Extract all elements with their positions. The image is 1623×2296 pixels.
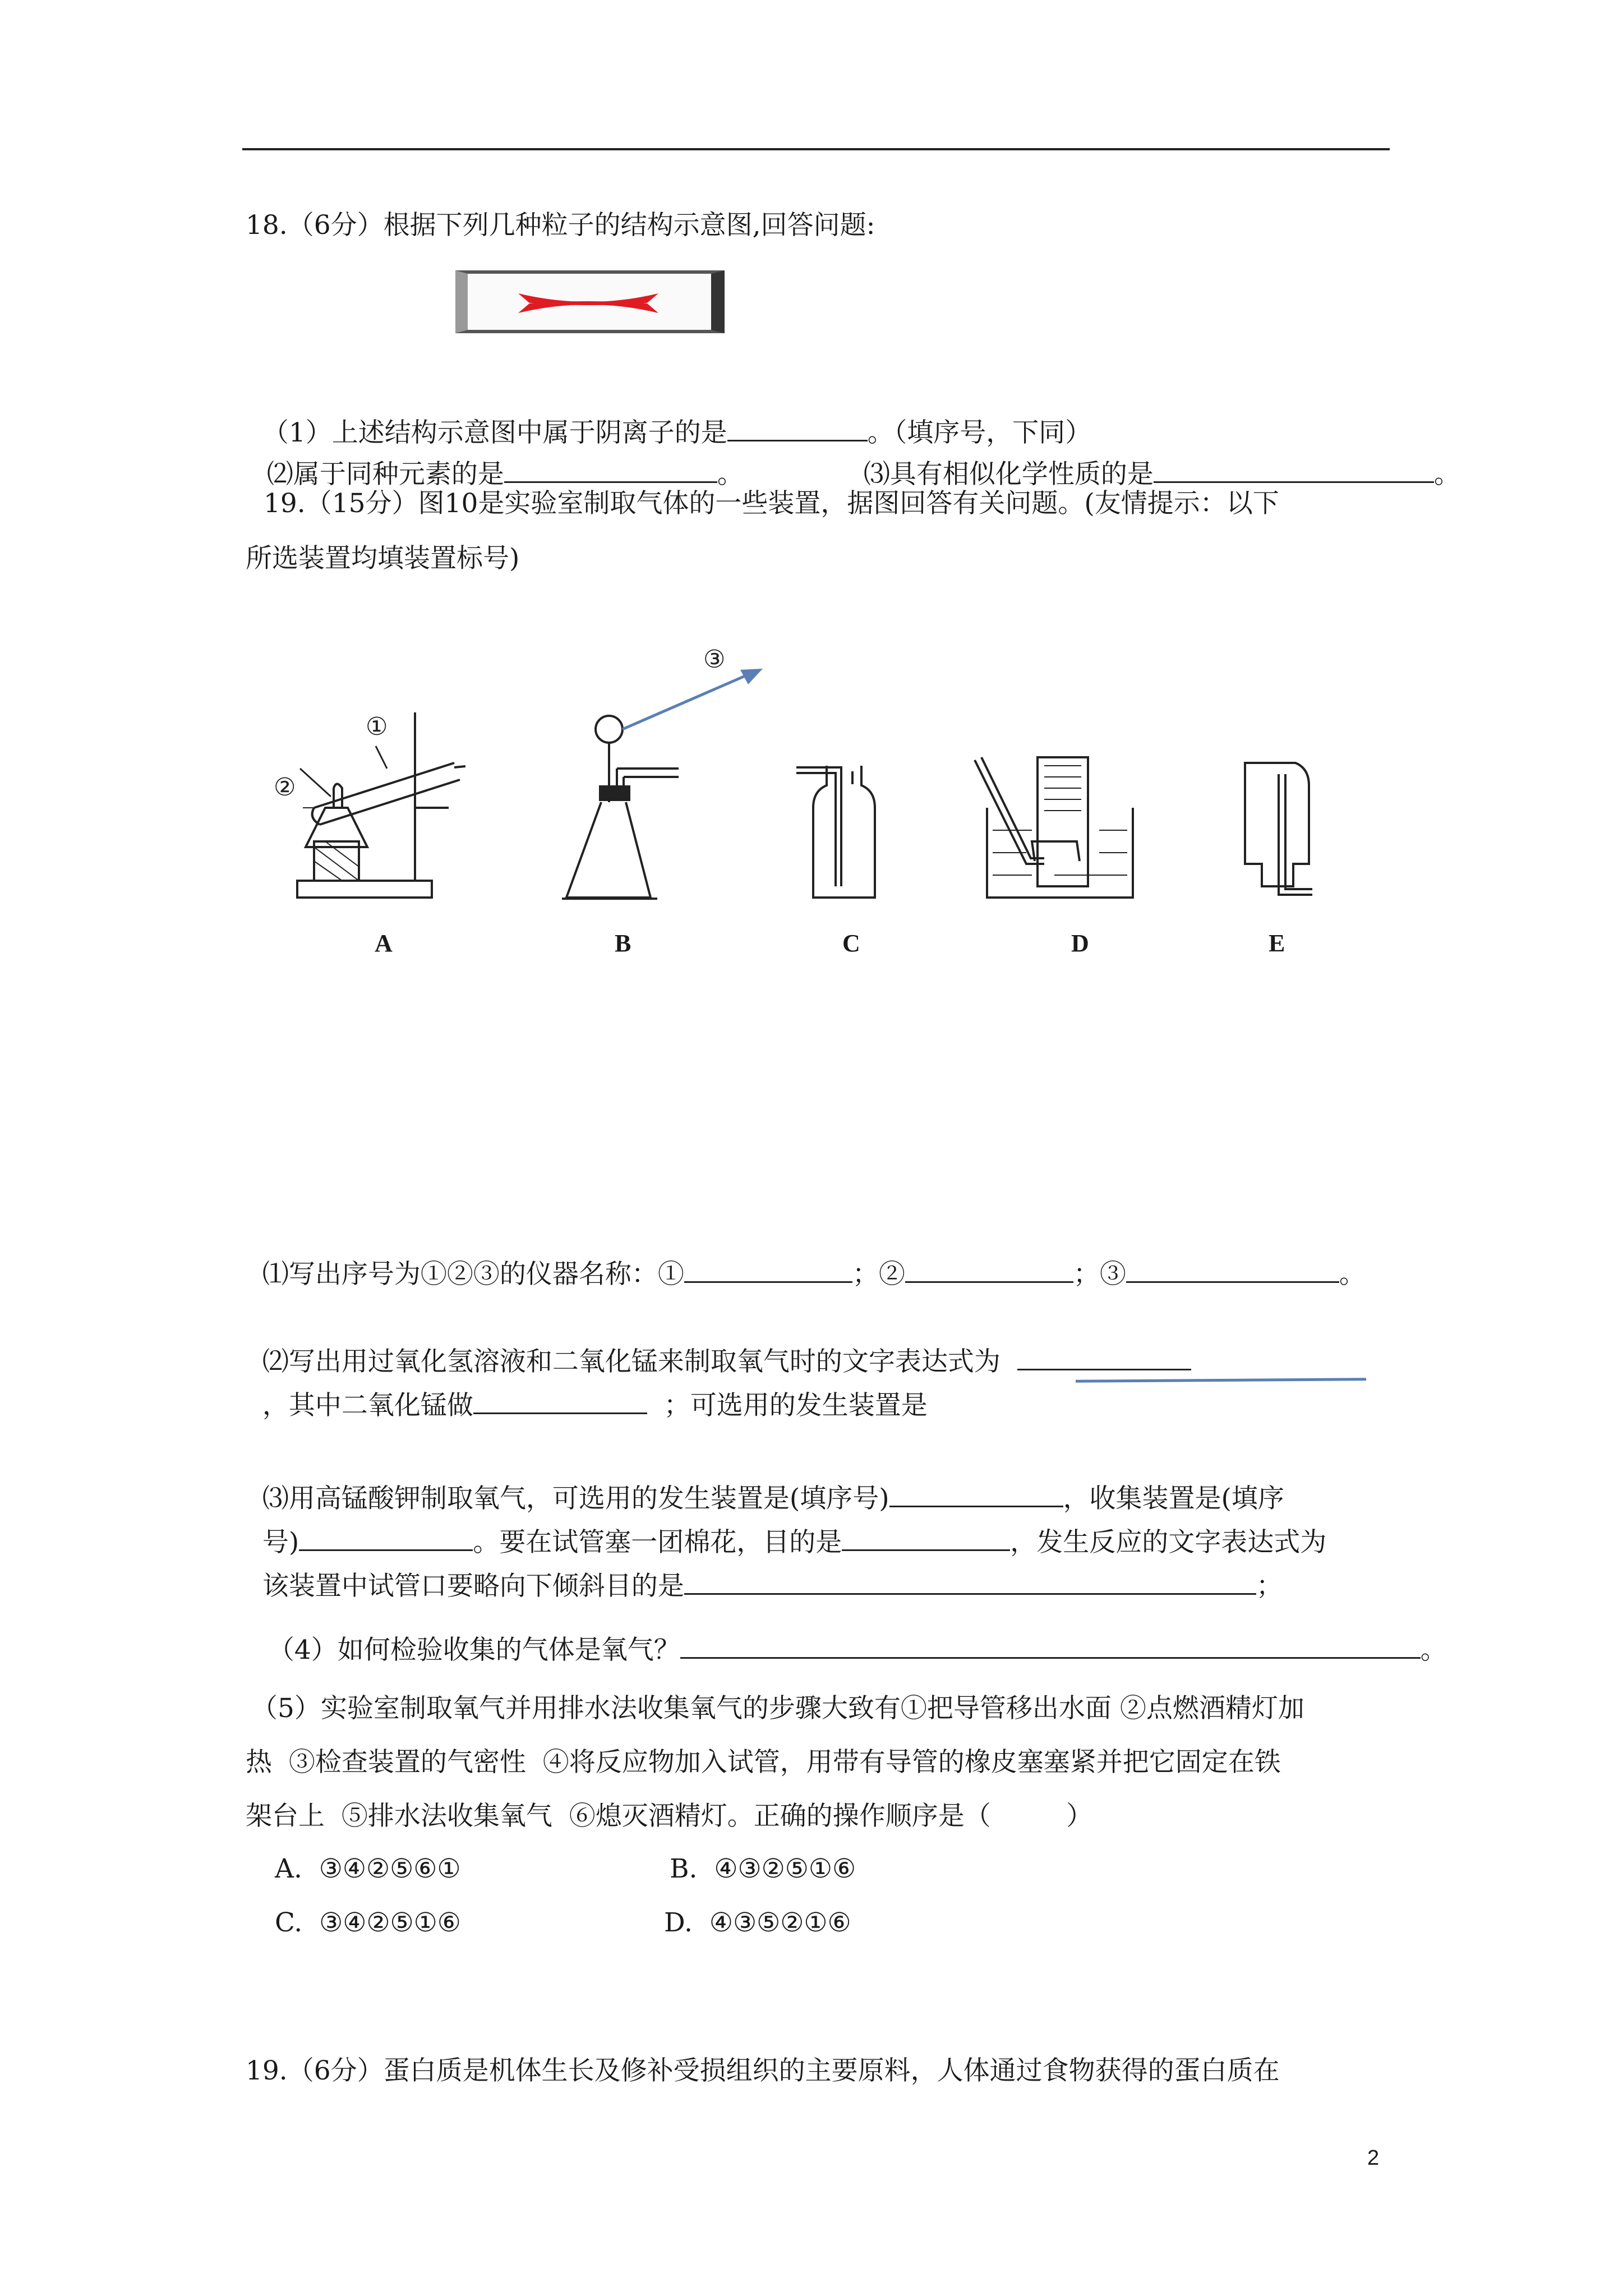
label-c: C [842, 930, 860, 957]
q19-sub4: （4）如何检验收集的气体是氧气？ 。 [251, 1596, 1447, 1668]
blank-h2o2-equation[interactable] [1017, 1344, 1191, 1370]
apparatus-b [562, 716, 679, 899]
q19-sub2-line2: ，其中二氧化锰做 ；可选用的发生装置是 [246, 1352, 928, 1424]
q19b-title: 19.（6分）蛋白质是机体生长及修补受损组织的主要原料，人体通过食物获得的蛋白质在 [246, 2055, 1280, 2086]
apparatus-e [1245, 763, 1312, 895]
q19-intro-line2: 所选装置均填装置标号) [246, 543, 520, 574]
label-a: A [375, 930, 393, 957]
q18-blank-3[interactable] [1154, 457, 1434, 483]
blank-mno2-role[interactable] [473, 1388, 647, 1414]
q18-part2: ⑵属于同种元素的是 。 [250, 421, 744, 493]
q19-intro-line1: 19.（15分）图10是实验室制取气体的一些装置，据图回答有关问题。(友情提示：以下 [264, 488, 1279, 519]
apparatus-d [975, 757, 1133, 898]
blank-tilt-purpose[interactable] [684, 1568, 1256, 1595]
q19-sub2-line1: ⑵写出用过氧化氢溶液和二氧化锰来制取氧气时的文字表达式为 [246, 1308, 1191, 1380]
page-number: 2 [1367, 2146, 1380, 2170]
option-b[interactable]: B. ④③②⑤①⑥ [670, 1853, 856, 1884]
header-rule [242, 148, 1390, 150]
label-b: B [615, 930, 631, 957]
option-d[interactable]: D. ④③⑤②①⑥ [664, 1907, 851, 1938]
figure-mark-3: ③ [703, 645, 726, 674]
q19-sub5-line2: 热 ③检查装置的气密性 ④将反应物加入试管，用带有导管的橡皮塞塞紧并把它固定在铁 [246, 1747, 1281, 1778]
label-d: D [1071, 930, 1089, 957]
apparatus-c [796, 766, 875, 898]
option-a[interactable]: A. ③④②⑤⑥① [275, 1853, 461, 1884]
q19-sub3-line3: 该装置中试管口要略向下倾斜目的是 ； [246, 1533, 1283, 1604]
q18-blank-2[interactable] [504, 457, 717, 483]
q19-sub3-line2: 号) 。要在试管塞一团棉花，目的是 ，发生反应的文字表达式为 [246, 1489, 1326, 1561]
figure-mark-2: ② [274, 773, 296, 802]
pointer-arrow [623, 673, 751, 729]
blank-instrument-2[interactable] [905, 1257, 1073, 1283]
option-c[interactable]: C. ③④②⑤①⑥ [275, 1907, 461, 1938]
blank-oxygen-test[interactable] [680, 1632, 1421, 1659]
broken-image-icon [468, 274, 711, 330]
q19-sub1: ⑴写出序号为①②③的仪器名称：① ；② ；③ 。 [246, 1221, 1366, 1292]
label-e: E [1269, 930, 1285, 957]
q19-sub5-line3: 架台上 ⑤排水法收集氧气 ⑥熄灭酒精灯。正确的操作顺序是（ ） [246, 1801, 1093, 1832]
figure-mark-1: ① [366, 712, 388, 741]
blank-instrument-1[interactable] [684, 1257, 852, 1283]
q19-sub3-line1: ⑶用高锰酸钾制取氧气，可选用的发生装置是(填序号) ，收集装置是(填序 [246, 1445, 1284, 1517]
q18-part1: （1）上述结构示意图中属于阴离子的是 。（填序号，下同） [246, 379, 1091, 451]
q18-part3: ⑶具有相似化学性质的是 。 [847, 421, 1460, 493]
q19-sub5-line1: （5）实验室制取氧气并用排水法收集氧气的步骤大致有①把导管移出水面 ②点燃酒精灯加 [251, 1693, 1304, 1724]
particle-diagram-placeholder [455, 270, 725, 333]
blank-instrument-3[interactable] [1126, 1257, 1339, 1283]
q18-title: 18.（6分）根据下列几种粒子的结构示意图,回答问题: [246, 210, 875, 241]
apparatus-figure [0, 639, 1623, 976]
